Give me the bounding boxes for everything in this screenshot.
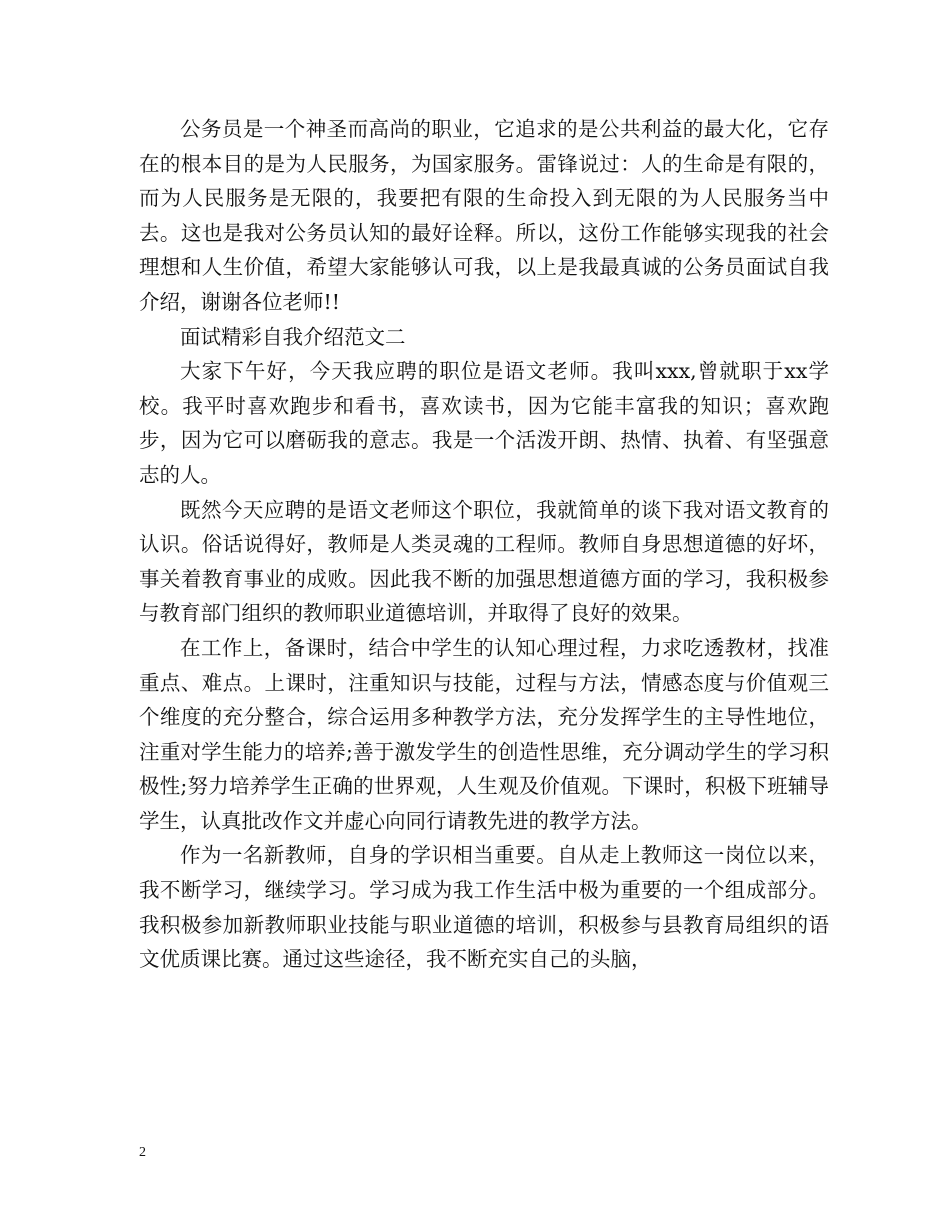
page-number: 2 [139,1145,146,1160]
paragraph-teaching-work: 在工作上，备课时，结合中学生的认知心理过程，力求吃透教材，找准重点、难点。上课时，注重知识与技能，过程与方法，情感态度与价值观三个维度的充分整合，综合运用多种教学方法，充分发挥学生的主导性地位，注重对学生能力的培养;善于激发学生的创造性思维，充分调动学生的学习积极性;努力培养学生正确的世界观，人生观及价值观。下课时，积极下班辅导学生，认真批改作文并虚心向同行请教先进的教学方法。 [139,635,829,833]
section-heading-sample-two: 面试精彩自我介绍范文二 [180,324,406,349]
paragraph-introduction: 大家下午好，今天我应聘的职位是语文老师。我叫xxx,曾就职于xx学校。我平时喜欢跑步和看书，喜欢读书，因为它能丰富我的知识；喜欢跑步，因为它可以磨砺我的意志。我是一个活泼开朗、热情、执着、有坚强意志的人。 [139,359,829,487]
paragraph-education-view: 既然今天应聘的是语文老师这个职位，我就简单的谈下我对语文教育的认识。俗话说得好，教师是人类灵魂的工程师。教师自身思想道德的好坏，事关着教育事业的成败。因此我不断的加强思想道德方面的学习，我积极参与教育部门组织的教师职业道德培训，并取得了良好的效果。 [139,497,829,626]
document-body [139,112,829,977]
paragraph-self-learning: 作为一名新教师，自身的学识相当重要。自从走上教师这一岗位以来，我不断学习，继续学习。学习成为我工作生活中极为重要的一个组成部分。我积极参加新教师职业技能与职业道德的培训，积极参与县教育局组织的语文优质课比赛。通过这些途径，我不断充实自己的头脑， [139,843,829,972]
paragraph-civil-servant-closing: 公务员是一个神圣而高尚的职业，它追求的是公共利益的最大化，它存在的根本目的是为人民服务，为国家服务。雷锋说过：人的生命是有限的，而为人民服务是无限的，我要把有限的生命投入到无限的为人民服务当中去。这也是我对公务员认知的最好诠释。所以，这份工作能够实现我的社会理想和人生价值，希望大家能够认可我，以上是我最真诚的公务员面试自我介绍，谢谢各位老师!! [139,117,829,314]
